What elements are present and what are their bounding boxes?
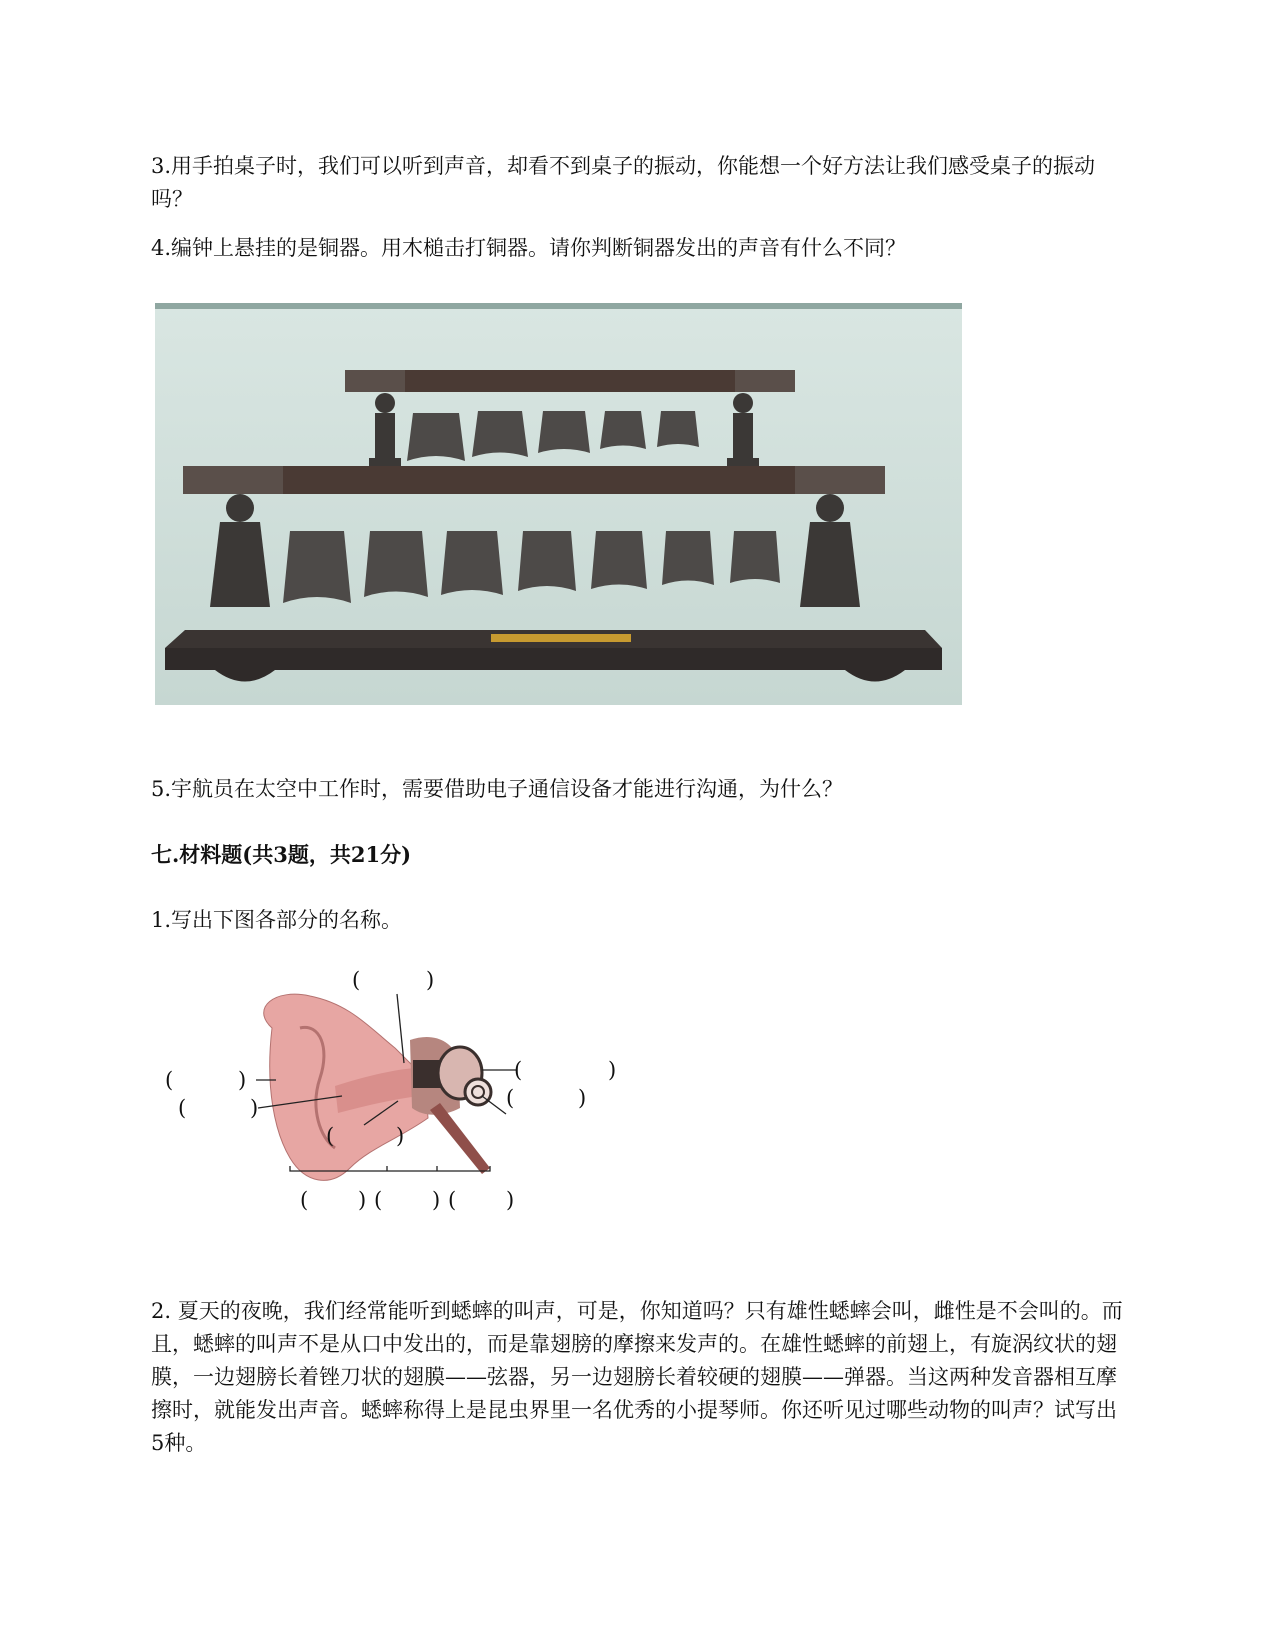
material-1: 1.写出下图各部分的名称。 [151,908,403,932]
question-5: 5.宇航员在太空中工作时，需要借助电子通信设备才能进行沟通，为什么？ [151,777,844,801]
label-blank-open: ( [300,1188,309,1212]
label-blank-open: ( [352,968,361,992]
label-blank-close: ) [396,1124,405,1148]
label-blank-open: ( [448,1188,457,1212]
label-blank-open: ( [178,1096,187,1120]
label-blank-close: ) [506,1188,515,1212]
label-blank-close: ) [358,1188,367,1212]
label-blank-close: ) [578,1086,587,1110]
ear-anatomy-diagram [160,968,660,1228]
label-blank-open: ( [326,1124,335,1148]
question-3: 3.用手拍桌子时，我们可以听到声音，却看不到桌子的振动，你能想一个好方法让我们感受桌子的振动吗？ [151,154,1096,211]
label-blank-open: ( [165,1068,174,1092]
label-blank-close: ) [250,1096,259,1120]
label-blank-close: ) [608,1058,617,1082]
section-title: 七.材料题(共3题，共21分) [151,842,412,867]
label-blank-close: ) [238,1068,247,1092]
material-2: 2. 夏天的夜晚，我们经常能听到蟋蟀的叫声，可是，你知道吗？只有雄性蟋蟀会叫，雌性是不会叫的。而且，蟋蟀的叫声不是从口中发出的，而是靠翅膀的摩擦来发声的。在雄性蟋蟀的前翅上，有旋涡纹状的翅膜，一边翅膀长着锉刀状的翅膜——弦器，另一边翅膀长着较硬的翅膜——弹器。当这两种发音器相互摩擦时，就能发出声音。蟋蟀称得上是昆虫界里一名优秀的小提琴师。你还听见过哪些动物的叫声？试写出5种。 [151,1299,1123,1455]
label-blank-open: ( [514,1058,523,1082]
bianzhong-bells-photo [155,303,962,705]
label-blank-close: ) [432,1188,441,1212]
label-blank-open: ( [506,1086,515,1110]
label-blank-close: ) [426,968,435,992]
label-blank-open: ( [374,1188,383,1212]
question-4: 4.编钟上悬挂的是铜器。用木槌击打铜器。请你判断铜器发出的声音有什么不同？ [151,236,907,260]
